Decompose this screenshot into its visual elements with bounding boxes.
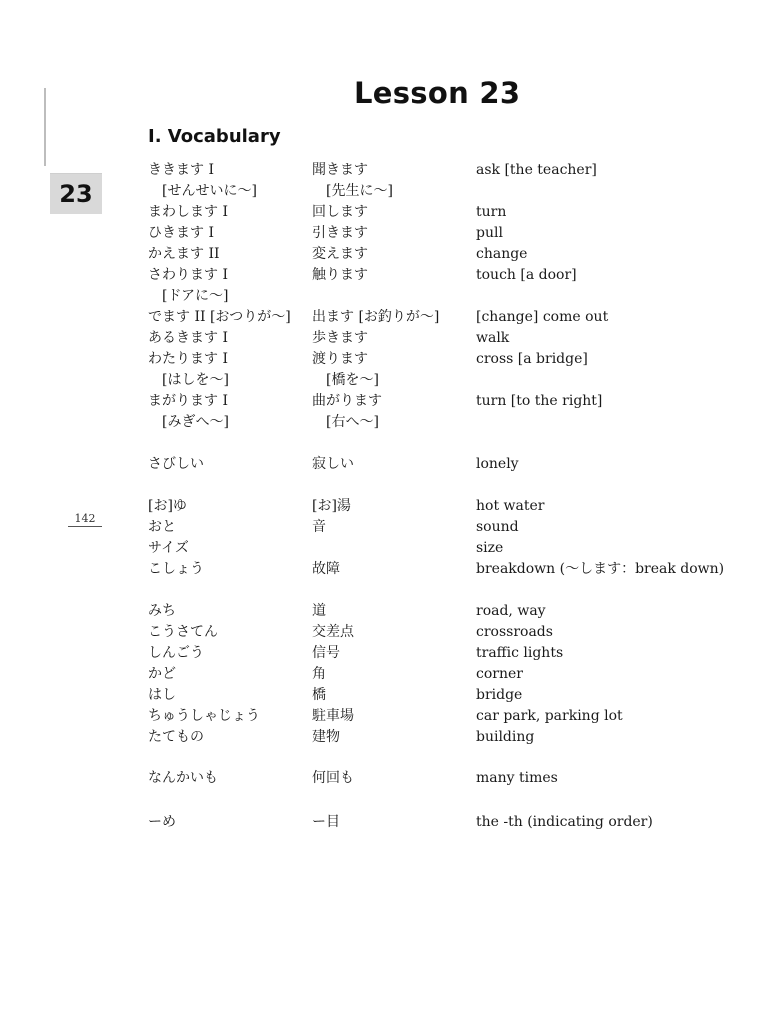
vocab-kanji: 変えます <box>312 246 368 262</box>
vocab-row <box>0 706 768 726</box>
vocab-kana: さわります I <box>148 267 228 283</box>
vocab-english: cross [a bridge] <box>476 351 588 367</box>
vocab-english: breakdown (～します：break down) <box>476 561 725 577</box>
vocab-english: turn <box>476 204 507 220</box>
vocab-row <box>0 181 768 201</box>
vocab-kana: [せんせいに～] <box>148 183 257 199</box>
vocab-row <box>0 391 768 411</box>
vocab-kanji: 歩きます <box>312 330 368 346</box>
vocab-row <box>0 685 768 705</box>
vocab-row <box>0 160 768 180</box>
vocab-kana: ーめ <box>148 814 176 830</box>
vocab-kanji: 橋 <box>312 687 326 703</box>
vocab-english: pull <box>476 225 503 241</box>
vocab-kanji: [橋を～] <box>312 372 379 388</box>
vocab-english: walk <box>476 330 510 346</box>
section-title: I. Vocabulary <box>148 126 281 147</box>
vocab-kanji: 交差点 <box>312 624 354 640</box>
vocab-kanji: 回します <box>312 204 368 220</box>
vocab-english: many times <box>476 770 558 786</box>
vocab-kana: ちゅうしゃじょう <box>148 708 260 724</box>
vocab-english: traffic lights <box>476 645 564 661</box>
vocab-kana: しんごう <box>148 645 204 661</box>
vocab-kanji: 建物 <box>312 729 340 745</box>
vocab-kana: でます II [おつりが～] <box>148 309 291 325</box>
vocab-kana: たてもの <box>148 729 204 745</box>
vocab-kana: わたります I <box>148 351 228 367</box>
vocab-row <box>0 412 768 432</box>
vocab-row <box>0 768 768 788</box>
vocab-kanji: 引きます <box>312 225 368 241</box>
vocab-row <box>0 601 768 621</box>
vocab-kana: みち <box>148 603 176 619</box>
vocab-row <box>0 244 768 264</box>
vocab-row <box>0 812 768 832</box>
vocab-kana: あるきます I <box>148 330 228 346</box>
vocab-english: lonely <box>476 456 519 472</box>
vocab-row <box>0 202 768 222</box>
vocab-kanji: 出ます [お釣りが～] <box>312 309 440 325</box>
vocab-kanji: 道 <box>312 603 326 619</box>
vocab-english: ask [the teacher] <box>476 162 597 178</box>
vocab-kana: なんかいも <box>148 770 218 786</box>
vocab-kana: おと <box>148 519 176 535</box>
vocab-row <box>0 538 768 558</box>
vocab-kana: [お]ゆ <box>148 498 187 514</box>
vocab-row <box>0 664 768 684</box>
vocab-kanji: 信号 <box>312 645 340 661</box>
vocab-kana: [みぎへ～] <box>148 414 229 430</box>
vocab-kana: かえます II <box>148 246 220 262</box>
vocab-row <box>0 223 768 243</box>
vocab-english: car park, parking lot <box>476 708 623 724</box>
vocab-kanji: 故障 <box>312 561 340 577</box>
vocab-english: bridge <box>476 687 523 703</box>
vocab-kana: こうさてん <box>148 624 218 640</box>
vocab-row <box>0 370 768 390</box>
vocab-english: change <box>476 246 528 262</box>
vocab-english: size <box>476 540 504 556</box>
vocab-kanji: ー目 <box>312 814 340 830</box>
vocab-kana: はし <box>148 687 176 703</box>
vocab-row <box>0 496 768 516</box>
vocab-kana: [はしを～] <box>148 372 229 388</box>
page-number: 142 <box>68 512 102 527</box>
vocab-kana: かど <box>148 666 176 682</box>
vocab-kanji: 何回も <box>312 770 354 786</box>
vocab-english: building <box>476 729 535 745</box>
vocab-kana: [ドアに～] <box>148 288 229 304</box>
vocab-english: corner <box>476 666 523 682</box>
vocab-kanji: 駐車場 <box>312 708 354 724</box>
vocab-kana: まがります I <box>148 393 228 409</box>
vocab-kana: まわします I <box>148 204 228 220</box>
vocab-kana: ひきます I <box>148 225 214 241</box>
vocab-kanji: 曲がります <box>312 393 382 409</box>
vocab-kanji: [右へ～] <box>312 414 379 430</box>
vocab-row <box>0 727 768 747</box>
margin-rule <box>44 88 46 166</box>
vocab-kana: ききます I <box>148 162 214 178</box>
lesson-title: Lesson 23 <box>354 76 521 110</box>
vocab-english: the -th (indicating order) <box>476 814 653 830</box>
vocab-row <box>0 286 768 306</box>
vocab-row <box>0 265 768 285</box>
vocab-kanji: 聞きます <box>312 162 368 178</box>
vocab-english: turn [to the right] <box>476 393 603 409</box>
vocab-english: hot water <box>476 498 545 514</box>
vocab-english: touch [a door] <box>476 267 577 283</box>
vocab-kana: サイズ <box>148 540 189 556</box>
vocab-english: crossroads <box>476 624 553 640</box>
vocab-english: [change] come out <box>476 309 609 325</box>
vocab-kana: さびしい <box>148 456 204 472</box>
vocab-row <box>0 559 768 579</box>
vocab-row <box>0 622 768 642</box>
vocab-row <box>0 349 768 369</box>
vocab-english: sound <box>476 519 519 535</box>
vocab-kanji: 音 <box>312 519 326 535</box>
vocab-kanji: 触ります <box>312 267 368 283</box>
vocab-kanji: 寂しい <box>312 456 354 472</box>
vocab-kanji: 渡ります <box>312 351 368 367</box>
vocab-kanji: [お]湯 <box>312 498 351 514</box>
vocab-kana: こしょう <box>148 561 204 577</box>
vocab-english: road, way <box>476 603 546 619</box>
vocab-kanji: [先生に～] <box>312 183 393 199</box>
chapter-tab: 23 <box>50 173 102 214</box>
vocab-row <box>0 328 768 348</box>
vocab-row <box>0 517 768 537</box>
vocab-row <box>0 643 768 663</box>
vocab-row <box>0 307 768 327</box>
vocab-kanji: 角 <box>312 666 326 682</box>
vocab-row <box>0 454 768 474</box>
